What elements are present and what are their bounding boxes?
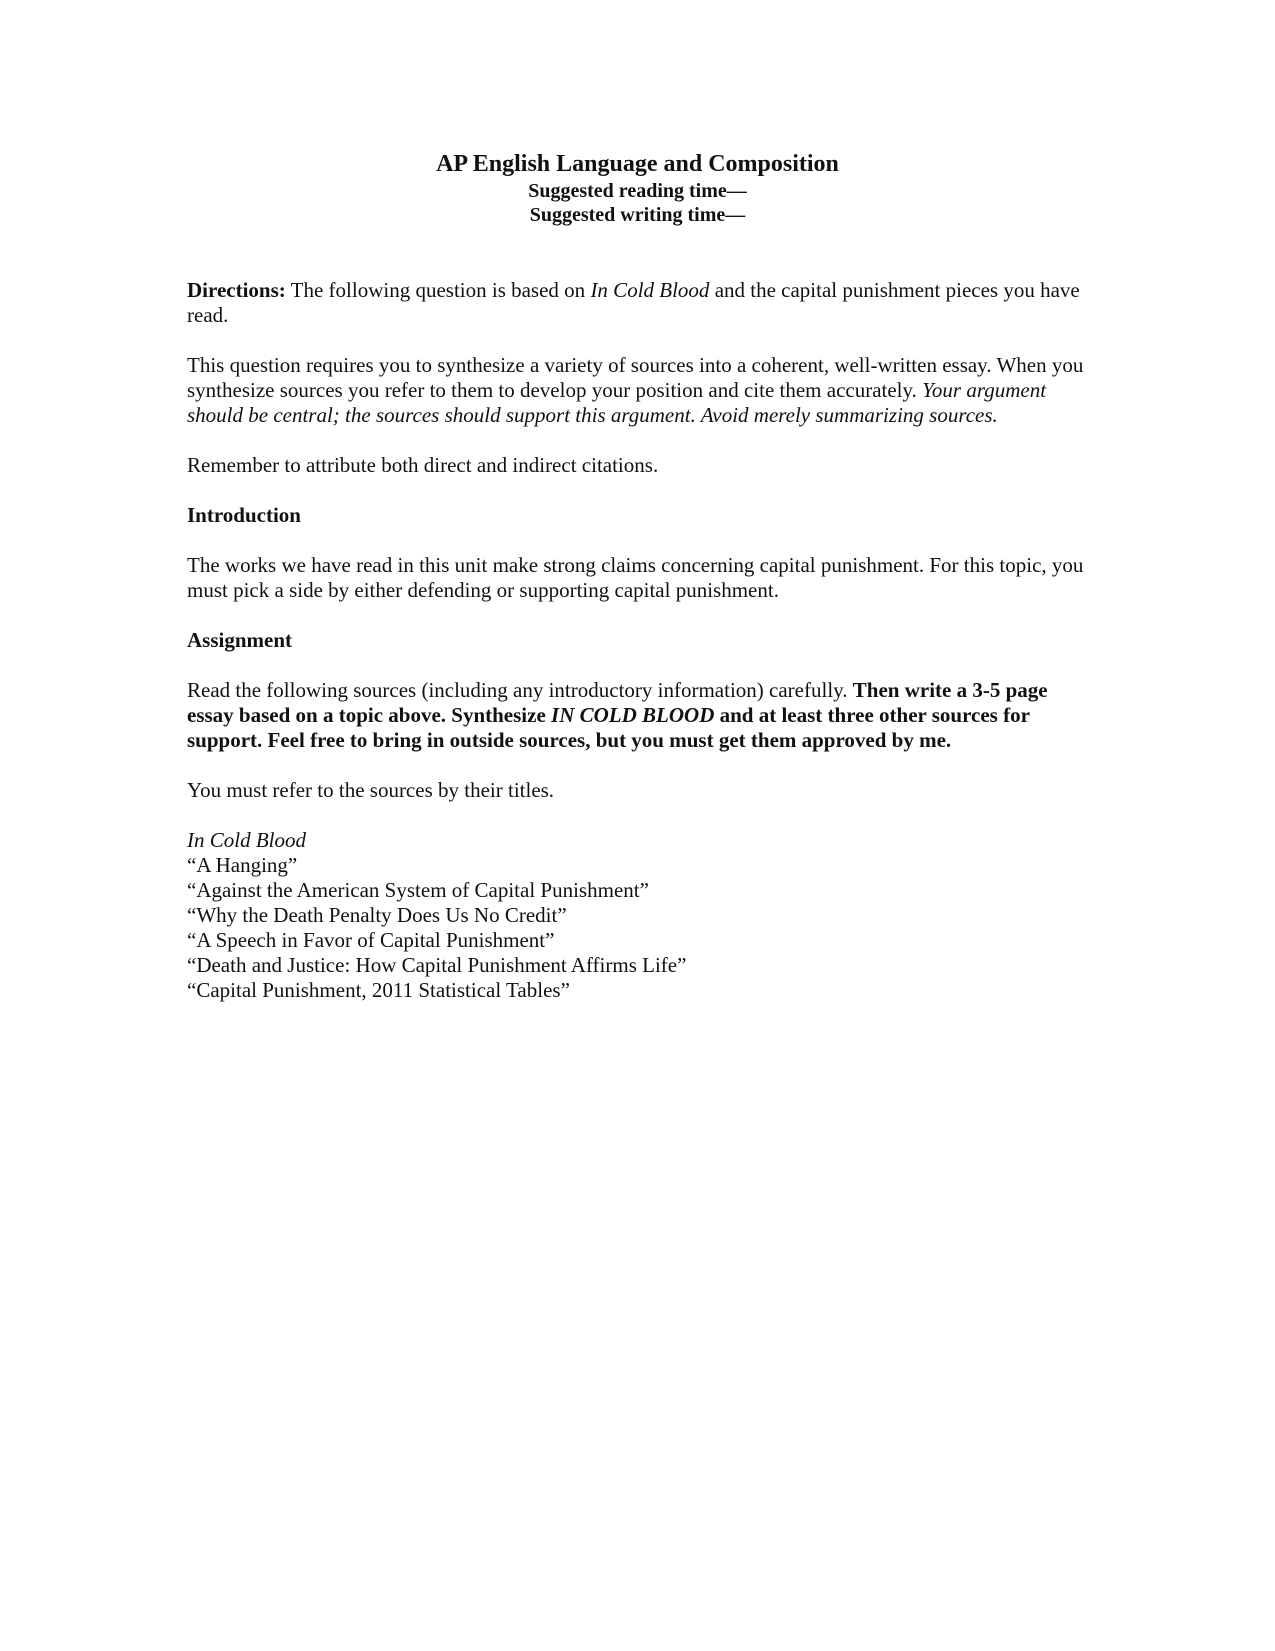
- source-item: “A Speech in Favor of Capital Punishment”: [187, 928, 555, 952]
- document-title: AP English Language and Composition: [436, 151, 839, 177]
- introduction-paragraph: The works we have read in this unit make strong claims concerning capital punishment. For this topic, you must pick a side by either defending or supporting capital punishment.: [187, 553, 1084, 602]
- reading-time-label: Suggested reading time—: [528, 180, 747, 202]
- directions-label: Directions:: [187, 278, 286, 302]
- synthesis-paragraph: [187, 353, 1087, 428]
- citation-reminder: Remember to attribute both direct and indirect citations.: [187, 453, 659, 477]
- assignment-bold-text-end: and at least three other sources for support. Feel free to bring in outside sources, but you must get them approved by me.: [187, 703, 1030, 752]
- source-item: “A Hanging”: [187, 853, 298, 877]
- directions-text-start: The following question is based on: [285, 278, 591, 302]
- source-item: “Against the American System of Capital Punishment”: [187, 878, 649, 902]
- source-item: “Capital Punishment, 2011 Statistical Tables”: [187, 978, 570, 1002]
- directions-book-title: In Cold Blood: [590, 278, 710, 302]
- assignment-heading: Assignment: [187, 628, 293, 652]
- assignment-paragraph: [187, 678, 1087, 753]
- document-body: [187, 278, 1087, 1003]
- assignment-bold-text-start: Then write a 3-5 page essay based on a topic above. Synthesize: [187, 678, 1048, 727]
- refer-note: You must refer to the sources by their titles.: [187, 778, 555, 802]
- synthesis-text: This question requires you to synthesize a variety of sources into a coherent, well-written essay. When you synthesize sources you refer to them to develop your position and cite them accurately.: [187, 353, 1084, 402]
- introduction-heading: Introduction: [187, 503, 301, 527]
- assignment-text: Read the following sources (including any introductory information) carefully.: [187, 678, 853, 702]
- sources-list: [187, 828, 1087, 1003]
- document-header: [0, 149, 1275, 227]
- source-item: “Why the Death Penalty Does Us No Credit”: [187, 903, 567, 927]
- directions-text-end: and the capital punishment pieces you have read.: [187, 278, 1080, 327]
- source-item: “Death and Justice: How Capital Punishment Affirms Life”: [187, 953, 687, 977]
- writing-time-label: Suggested writing time—: [529, 204, 746, 226]
- directions-paragraph: [187, 278, 1087, 328]
- synthesis-italic-text: Your argument should be central; the sources should support this argument. Avoid merely summarizing sources.: [187, 378, 1047, 427]
- source-item: In Cold Blood: [187, 828, 306, 852]
- assignment-book-title: IN COLD BLOOD: [551, 703, 715, 727]
